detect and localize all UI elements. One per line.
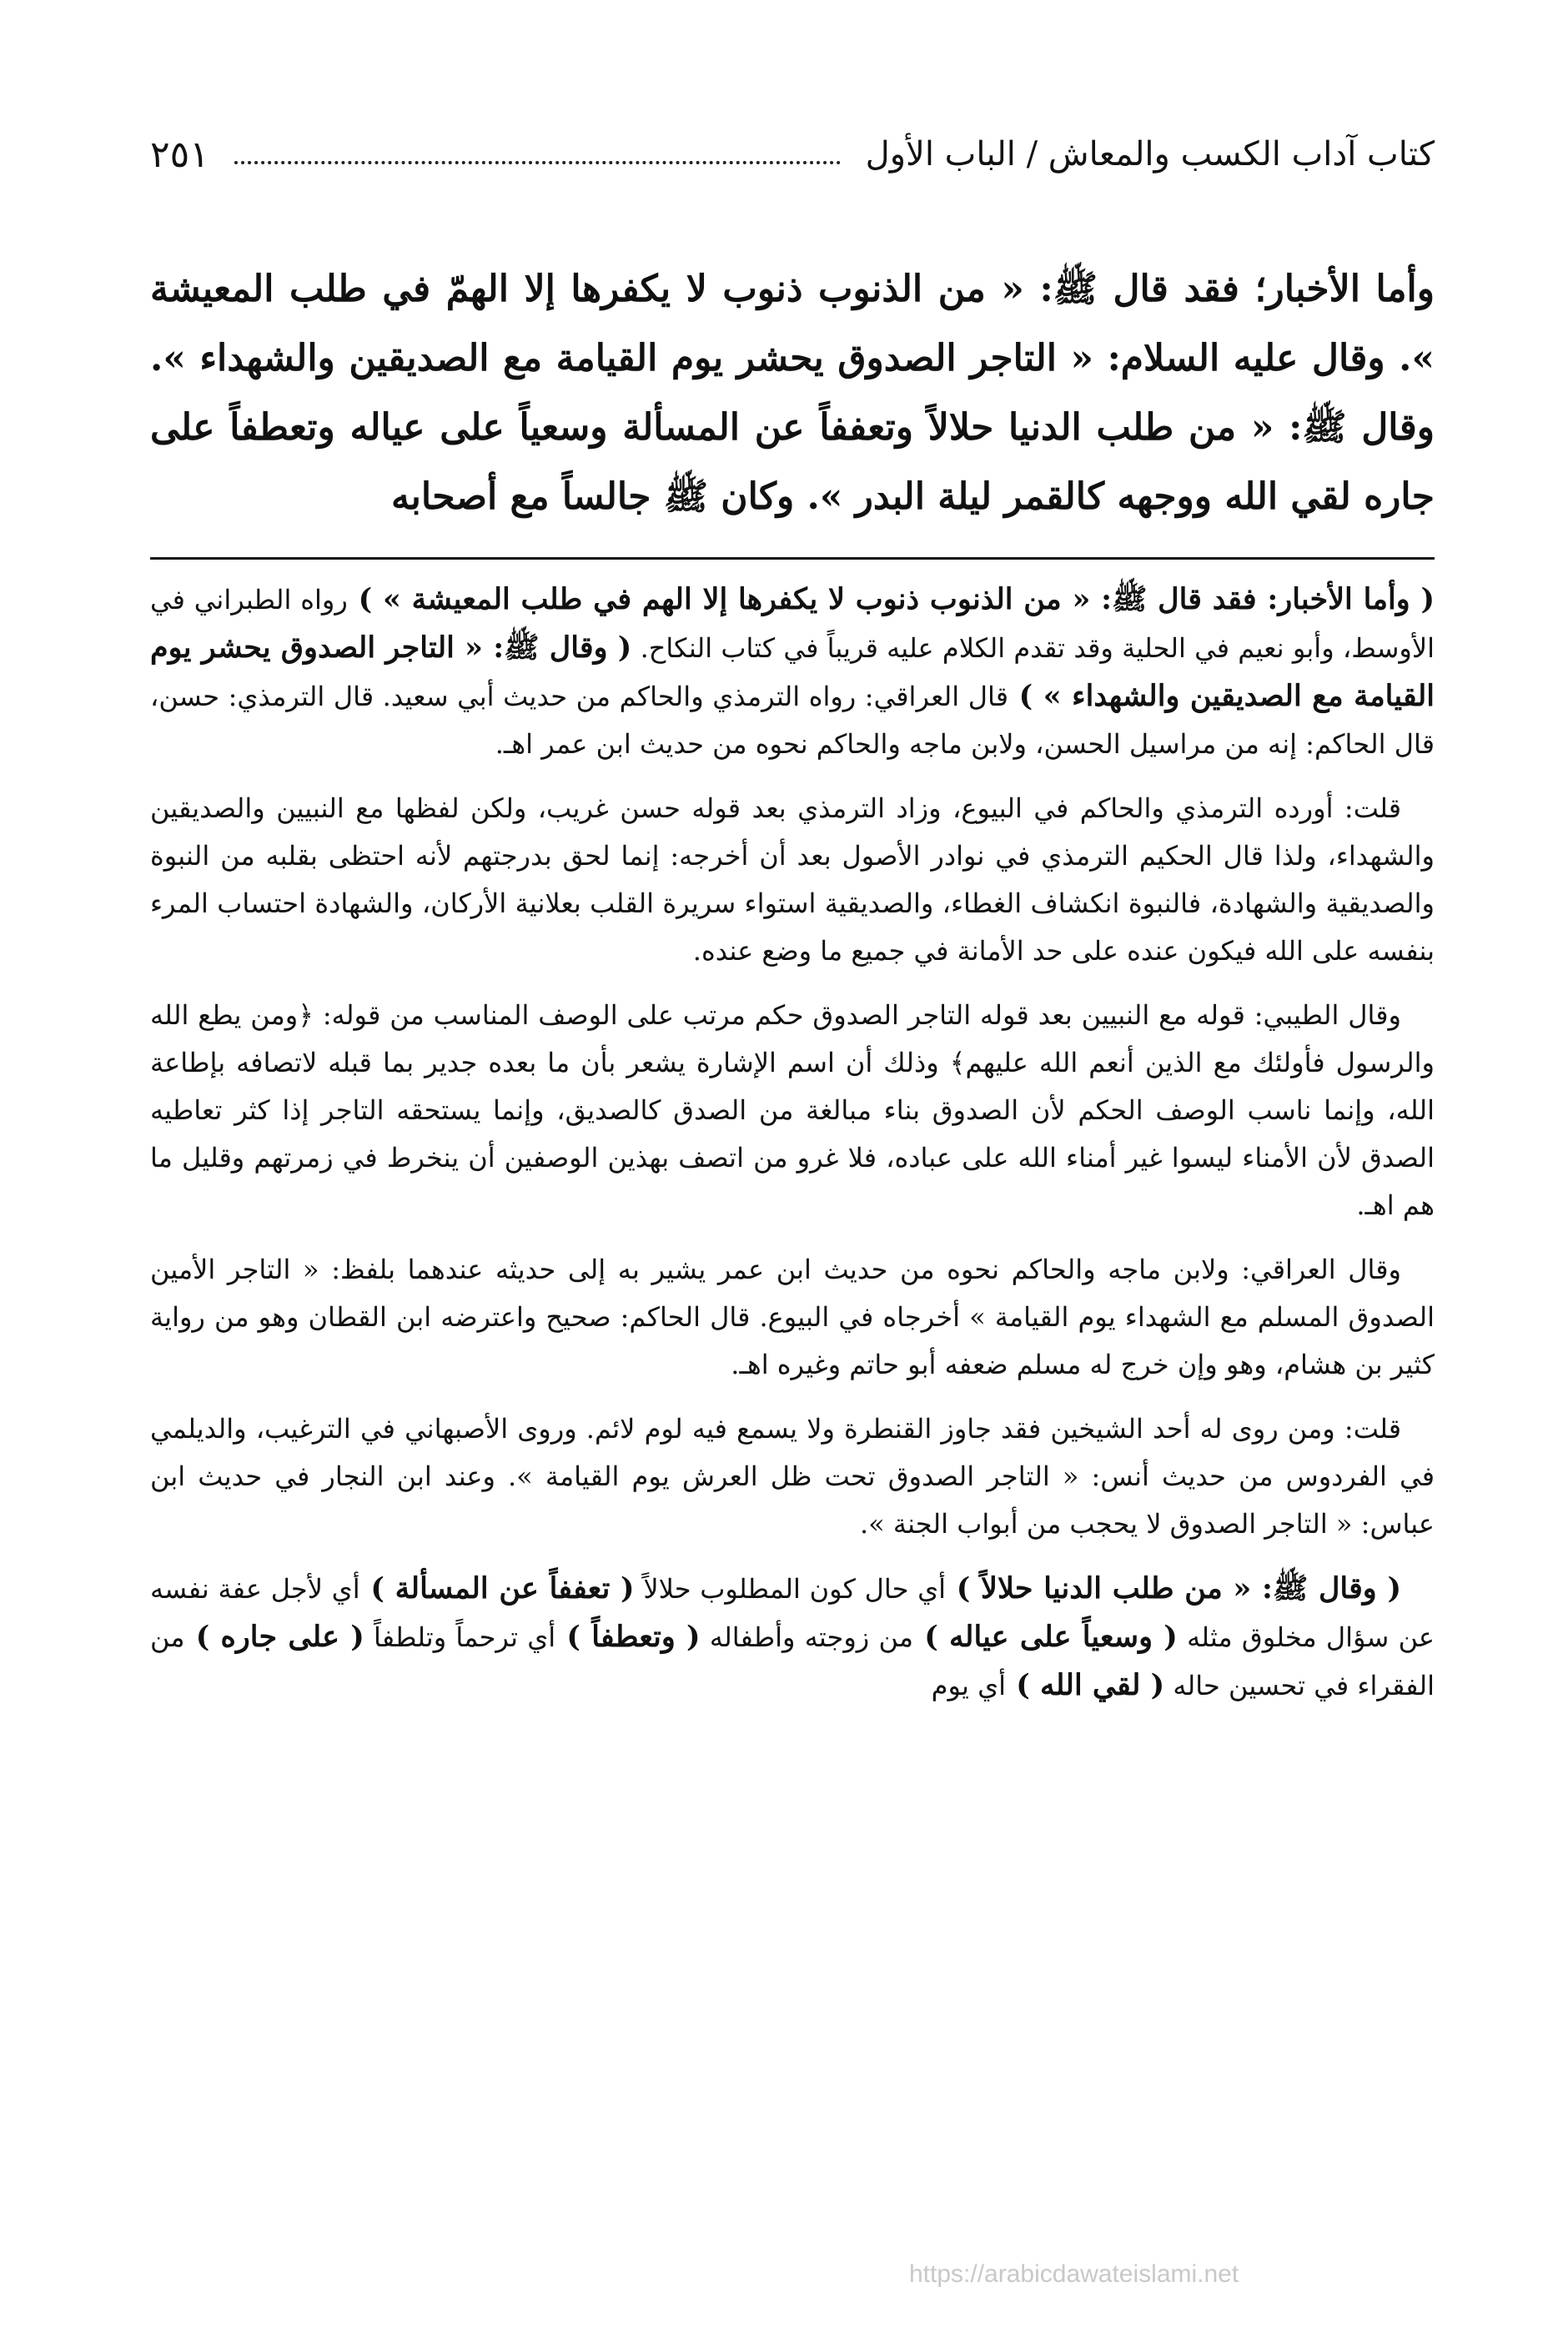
running-header xyxy=(150,125,1435,183)
watermark-url: https://arabicdawateislami.net xyxy=(909,2260,1239,2288)
commentary-paragraph-4: وقال العراقي: ولابن ماجه والحاكم نحوه من حديث ابن عمر يشير به إلى حديثه عندهما بلفظ: « التاجر الأمين الصدوق المسلم مع الشهداء يوم القيامة » أخرجاه في البيوع. قال الحاكم: صحيح واعترضه ابن القطان وهو من رواية كثير بن هشام، وهو وإن خرج له مسلم ضعفه أبو حاتم وغيره اهـ. xyxy=(150,1254,1435,1380)
dotted-leader xyxy=(234,144,841,164)
commentary-quote: ( وقال ﷺ: « من طلب الدنيا حلالاً ) xyxy=(946,1571,1402,1606)
commentary-quote: ( لقي الله ) xyxy=(1006,1668,1165,1702)
commentary-text: من زوجته وأطفاله xyxy=(700,1621,913,1653)
commentary-quote: ( وسعياً على عياله ) xyxy=(912,1620,1178,1654)
commentary-paragraph-2: قلت: أورده الترمذي والحاكم في البيوع، وزاد الترمذي بعد قوله حسن غريب، ولكن لفظها مع النبيين والصديقين والشهداء، ولذا قال الحكيم الترمذي في نوادر الأصول بعد أن أخرجه: إنما لحق بدرجتهم لأنه احتظى بقلبه من النبوة والصديقية والشهادة، فالنبوة انكشاف الغطاء، والصديقية استواء سريرة القلب بعلانية الأركان، والشهادة احتساب المرء بنفسه على الله فيكون عنده على حد الأمانة في جميع ما وضع عنده. xyxy=(150,792,1435,967)
chapter-title: كتاب آداب الكسب والمعاش / الباب الأول xyxy=(865,135,1435,173)
commentary-text: رواه الطبراني في الأوسط، وأبو نعيم في الحلية وقد تقدم الكلام عليه قريباً في كتاب النكاح. xyxy=(150,584,1435,664)
commentary-quote: ( وقال ﷺ: « التاجر الصدوق يحشر يوم القيامة مع الصديقين والشهداء » ) xyxy=(150,631,1435,713)
commentary-text: أي حال كون المطلوب حلالاً xyxy=(634,1573,947,1605)
commentary-quote: ( وتعطفاً ) xyxy=(555,1620,701,1654)
commentary-paragraph-3: وقال الطيبي: قوله مع النبيين بعد قوله التاجر الصدوق حكم مرتب على الوصف المناسب من قوله: ﴿ومن يطع الله والرسول فأولئك مع الذين أنعم الله عليهم﴾ وذلك أن اسم الإشارة يشعر بأن ما بعده جدير بما قبله لاتصافه بإطاعة الله، وإنما ناسب الوصف الحكم لأن الصدوق بناء مبالغة من الصدق كالصديق، وإنما يستحقه التاجر إذا كثر تعاطيه الصدق لأن الأمناء ليسوا غير أمناء الله على عباده، فلا غرو من اتصف بهذين الوصفين أن ينخرط في زمرتهم وقليل ما هم اهـ. xyxy=(150,999,1435,1221)
commentary xyxy=(150,575,1435,1726)
commentary-text: قال العراقي: رواه الترمذي والحاكم من حديث أبي سعيد. قال الترمذي: حسن، قال الحاكم: إنه من مراسيل الحسن، ولابن ماجه والحاكم نحوه من حديث ابن عمر اهـ. xyxy=(150,681,1435,760)
commentary-text: أي ترحماً وتلطفاً xyxy=(364,1621,556,1653)
commentary-quote: ( على جاره ) xyxy=(184,1620,364,1654)
commentary-text: أي يوم xyxy=(931,1670,1007,1701)
commentary-paragraph-6 xyxy=(150,1565,1435,1710)
commentary-text: أي لأجل عفة نفسه عن سؤال مخلوق مثله xyxy=(150,1573,1435,1653)
commentary-text: من الفقراء في تحسين حاله xyxy=(150,1621,1435,1701)
main-paragraph: وأما الأخبار؛ فقد قال ﷺ: « من الذنوب ذنوب لا يكفرها إلا الهمّ في طلب المعيشة ». وقال عليه السلام: « التاجر الصدوق يحشر يوم القيامة مع الصديقين والشهداء ». وقال ﷺ: « من طلب الدنيا حلالاً وتعففاً عن المسألة وسعياً على عياله وتعطفاً على جاره لقي الله ووجهه كالقمر ليلة البدر ». وكان ﷺ جالساً مع أصحابه xyxy=(150,268,1435,518)
commentary-quote: ( وأما الأخبار: فقد قال ﷺ: « من الذنوب ذنوب لا يكفرها إلا الهم في طلب المعيشة » ) xyxy=(347,582,1435,616)
commentary-paragraph-5: قلت: ومن روى له أحد الشيخين فقد جاوز القنطرة ولا يسمع فيه لوم لائم. وروى الأصبهاني في الترغيب، والديلمي في الفردوس من حديث أنس: « التاجر الصدوق تحت ظل العرش يوم القيامة ». وعند ابن النجار في حديث ابن عباس: « التاجر الصدوق لا يحجب من أبواب الجنة ». xyxy=(150,1413,1435,1540)
commentary-quote: ( تعففاً عن المسألة ) xyxy=(359,1571,635,1606)
commentary-paragraph-1 xyxy=(150,575,1435,768)
main-text xyxy=(150,254,1435,531)
separator-rule xyxy=(150,557,1435,560)
page-number: ٢٥١ xyxy=(150,133,209,176)
